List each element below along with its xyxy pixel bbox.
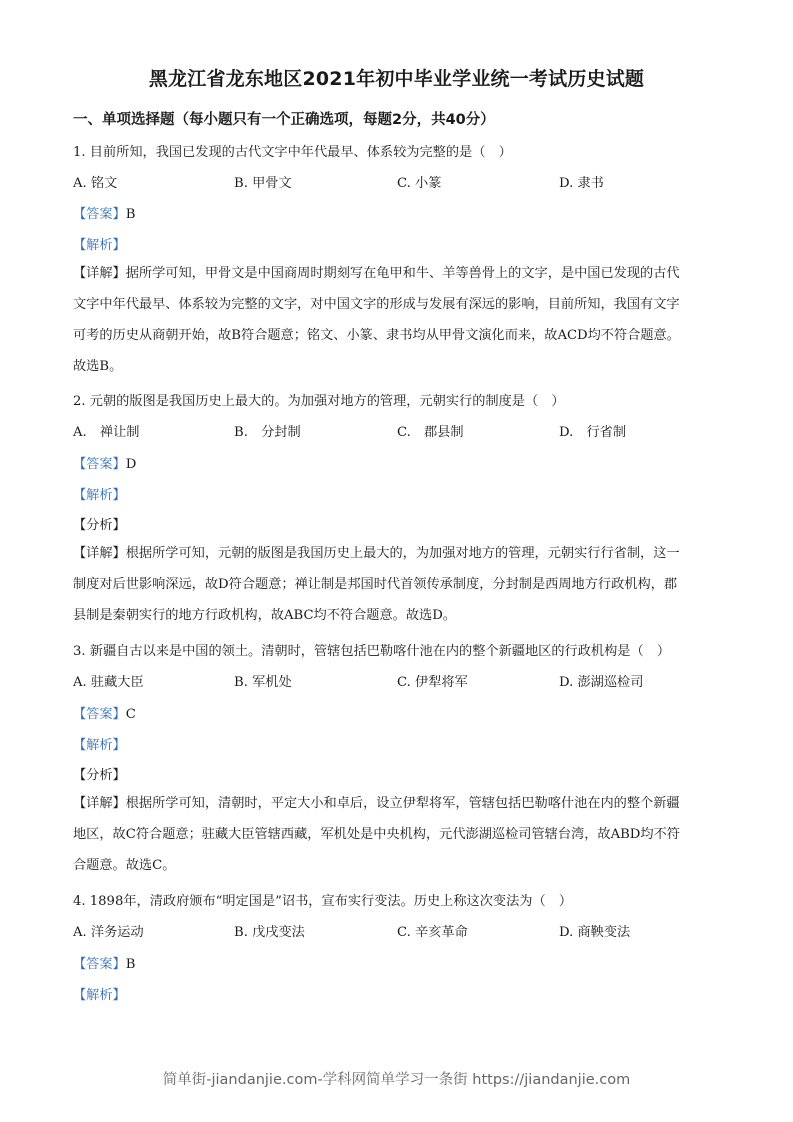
q1-option-c: C. 小篆 [397, 176, 442, 191]
answer-value: D [125, 457, 137, 472]
q3-option-a: A. 驻藏大臣 [73, 675, 144, 690]
exam-title: 黑龙江省龙东地区2021年初中毕业学业统一考试历史试题 [148, 68, 645, 90]
detail-line: 【详解】据所学可知，甲骨文是中国商周时期刻写在龟甲和牛、羊等兽骨上的文字，是中国已发现的古代 [73, 266, 680, 281]
answer-tag: 【答案】 [73, 957, 126, 972]
q1-option-d: D. 隶书 [559, 176, 604, 191]
question-4-stem: 4. 1898年，清政府颁布“明定国是”诏书，宣布实行变法。历史上称这次变法为（ ） [73, 894, 573, 909]
q3-answer [73, 703, 136, 722]
q3-option-c: C. 伊犁将军 [397, 675, 468, 690]
answer-value: B [125, 207, 136, 222]
q2-analysis-tag: 【解析】 [73, 488, 126, 503]
section-heading: 一、单项选择题（每小题只有一个正确选项，每题2分，共40分） [73, 112, 495, 128]
q4-option-c: C. 辛亥革命 [397, 925, 468, 940]
q2-answer [73, 453, 136, 472]
detail-line: 地区，故C符合题意；驻藏大臣管辖西藏，军机处是中央机构，元代澎湖巡检司管辖台湾，故ABD均不符 [73, 827, 680, 842]
answer-value: C [125, 707, 136, 722]
q4-option-b: B. 戊戌变法 [234, 925, 305, 940]
q4-analysis-tag: 【解析】 [73, 988, 126, 1003]
detail-line: 文字中年代最早、体系较为完整的文字，对中国文字的形成与发展有深远的影响，目前所知，我国有文字 [73, 297, 680, 312]
answer-tag: 【答案】 [73, 207, 126, 222]
q2-option-a: A. 禅让制 [73, 425, 140, 440]
question-2-stem: 2. 元朝的版图是我国历史上最大的。为加强对地方的管理，元朝实行的制度是（ ） [73, 394, 565, 409]
q3-analysis-tag: 【解析】 [73, 738, 126, 753]
q1-detail [73, 258, 721, 382]
detail-line: 【详解】根据所学可知，元朝的版图是我国历史上最大的，为加强对地方的管理，元朝实行行省制，这一 [73, 546, 680, 561]
q2-detail [73, 538, 721, 631]
q4-answer [73, 953, 135, 972]
q1-answer [73, 203, 135, 222]
q2-option-c: C. 郡县制 [397, 425, 464, 440]
q3-option-b: B. 军机处 [234, 675, 292, 690]
q2-option-b: B. 分封制 [234, 425, 301, 440]
q2-fenxi-tag: 【分析】 [73, 518, 126, 533]
question-1-stem: 1. 目前所知，我国已发现的古代文字中年代最早、体系较为完整的是（ ） [73, 145, 512, 160]
q4-option-a: A. 洋务运动 [73, 925, 144, 940]
question-3-stem: 3. 新疆自古以来是中国的领土。清朝时，管辖包括巴勒喀什池在内的整个新疆地区的行政机构是（ ） [73, 644, 671, 659]
q1-option-b: B. 甲骨文 [234, 176, 292, 191]
q3-fenxi-tag: 【分析】 [73, 768, 126, 783]
detail-line: 【详解】根据所学可知，清朝时，平定大小和卓后，设立伊犁将军，管辖包括巴勒喀什池在内的整个新疆 [73, 796, 680, 811]
detail-line: 合题意。故选C。 [73, 858, 176, 873]
q2-option-d: D. 行省制 [559, 425, 627, 440]
detail-line: 可考的历史从商朝开始，故B符合题意；铭文、小篆、隶书均从甲骨文演化而来，故ACD均不符合题意。 [73, 328, 680, 343]
q3-option-d: D. 澎湖巡检司 [559, 675, 644, 690]
footer-watermark: 简单街-jiandanjie.com-学科网简单学习一条街 https://jiandanjie.com [162, 1072, 631, 1088]
q1-option-a: A. 铭文 [73, 176, 118, 191]
answer-tag: 【答案】 [73, 707, 126, 722]
detail-line: 故选B。 [73, 359, 123, 374]
q4-option-d: D. 商鞅变法 [559, 925, 631, 940]
answer-tag: 【答案】 [73, 457, 126, 472]
q3-detail [73, 788, 721, 881]
detail-line: 县制是秦朝实行的地方行政机构，故ABC均不符合题意。故选D。 [73, 608, 456, 623]
q1-analysis-tag: 【解析】 [73, 238, 126, 253]
detail-line: 制度对后世影响深远，故D符合题意；禅让制是邦国时代首领传承制度，分封制是西周地方行政机构，郡 [73, 577, 678, 592]
answer-value: B [125, 957, 136, 972]
